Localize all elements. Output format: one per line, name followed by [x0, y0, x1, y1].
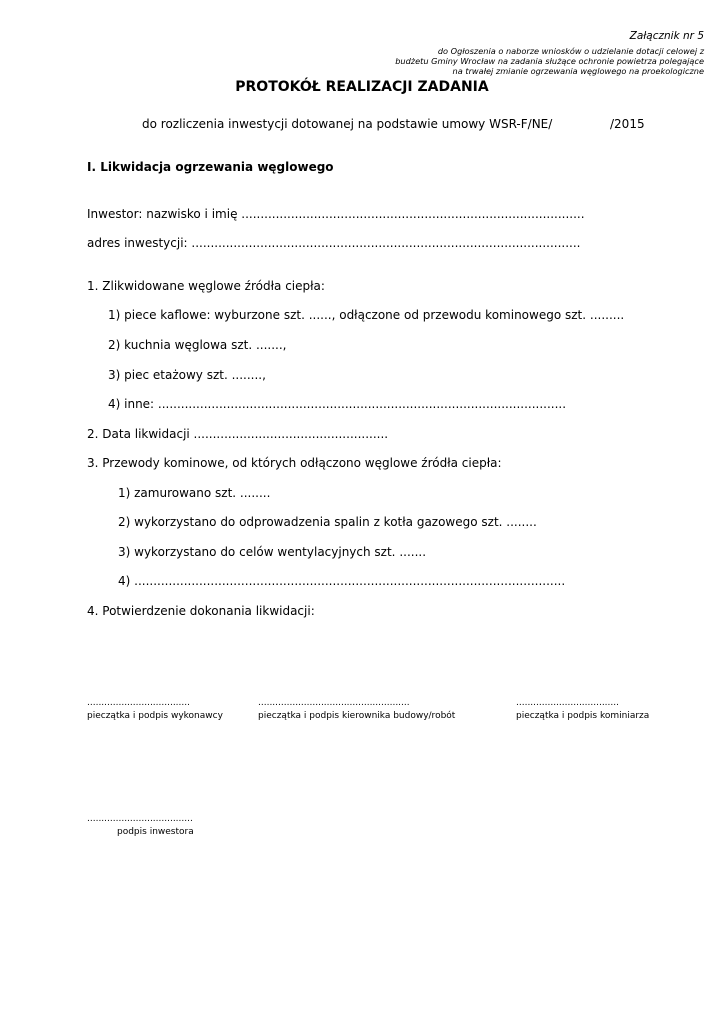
site-manager-signature-caption: pieczątka i podpis kierownika budowy/robót: [258, 711, 456, 721]
attachment-title: Załącznik nr 5: [629, 30, 704, 42]
attachment-line-1: do Ogłoszenia o naborze wniosków o udzielanie dotacji celowej z: [437, 46, 704, 56]
investment-address-field: adres inwestycji: ......................................................................................................: [87, 236, 581, 250]
item-1-sub-3: 3) piec etażowy szt. ........,: [108, 368, 266, 382]
item-3-sub-3: 3) wykorzystano do celów wentylacyjnych szt. .......: [118, 545, 427, 559]
item-3-sub-4: 4) .................................................................................................................: [118, 574, 566, 588]
chimney-sweep-signature-line: ....................................: [516, 698, 619, 708]
attachment-line-2: budżetu Gminy Wrocław na zadania służące ochronie powietrza polegające: [395, 56, 704, 66]
attachment-line-3: na trwałej zmianie ogrzewania węglowego na proekologiczne: [452, 66, 704, 76]
item-1-sub-1: 1) piece kaflowe: wyburzone szt. ......, odłączone od przewodu kominowego szt. .........: [108, 308, 625, 322]
document-title: PROTOKÓŁ REALIZACJI ZADANIA: [235, 79, 489, 95]
site-manager-signature-line: .....................................................: [258, 698, 410, 708]
item-3-sub-1: 1) zamurowano szt. ........: [118, 486, 271, 500]
item-1-label: 1. Zlikwidowane węglowe źródła ciepła:: [87, 279, 325, 293]
investor-signature-line: .....................................: [87, 814, 193, 824]
document-subtitle: [142, 117, 645, 131]
contractor-signature-caption: pieczątka i podpis wykonawcy: [87, 711, 223, 721]
item-4-label: 4. Potwierdzenie dokonania likwidacji:: [87, 604, 315, 618]
item-1-sub-4: 4) inne: ...........................................................................................................: [108, 397, 567, 411]
item-3-sub-2: 2) wykorzystano do odprowadzenia spalin z kotła gazowego szt. ........: [118, 515, 537, 529]
investor-name-field: Inwestor: nazwisko i imię ..........................................................................................: [87, 207, 585, 221]
item-2-label: 2. Data likwidacji ...................................................: [87, 427, 389, 441]
chimney-sweep-signature-caption: pieczątka i podpis kominiarza: [516, 711, 650, 721]
item-1-sub-2: 2) kuchnia węglowa szt. .......,: [108, 338, 287, 352]
subtitle-year: /2015: [610, 117, 645, 131]
subtitle-text: do rozliczenia inwestycji dotowanej na podstawie umowy WSR-F/NE/: [142, 117, 553, 131]
item-3-label: 3. Przewody kominowe, od których odłączono węglowe źródła ciepła:: [87, 456, 502, 470]
contractor-signature-line: ....................................: [87, 698, 190, 708]
section-heading: I. Likwidacja ogrzewania węglowego: [87, 160, 334, 174]
investor-signature-caption: podpis inwestora: [117, 827, 194, 837]
